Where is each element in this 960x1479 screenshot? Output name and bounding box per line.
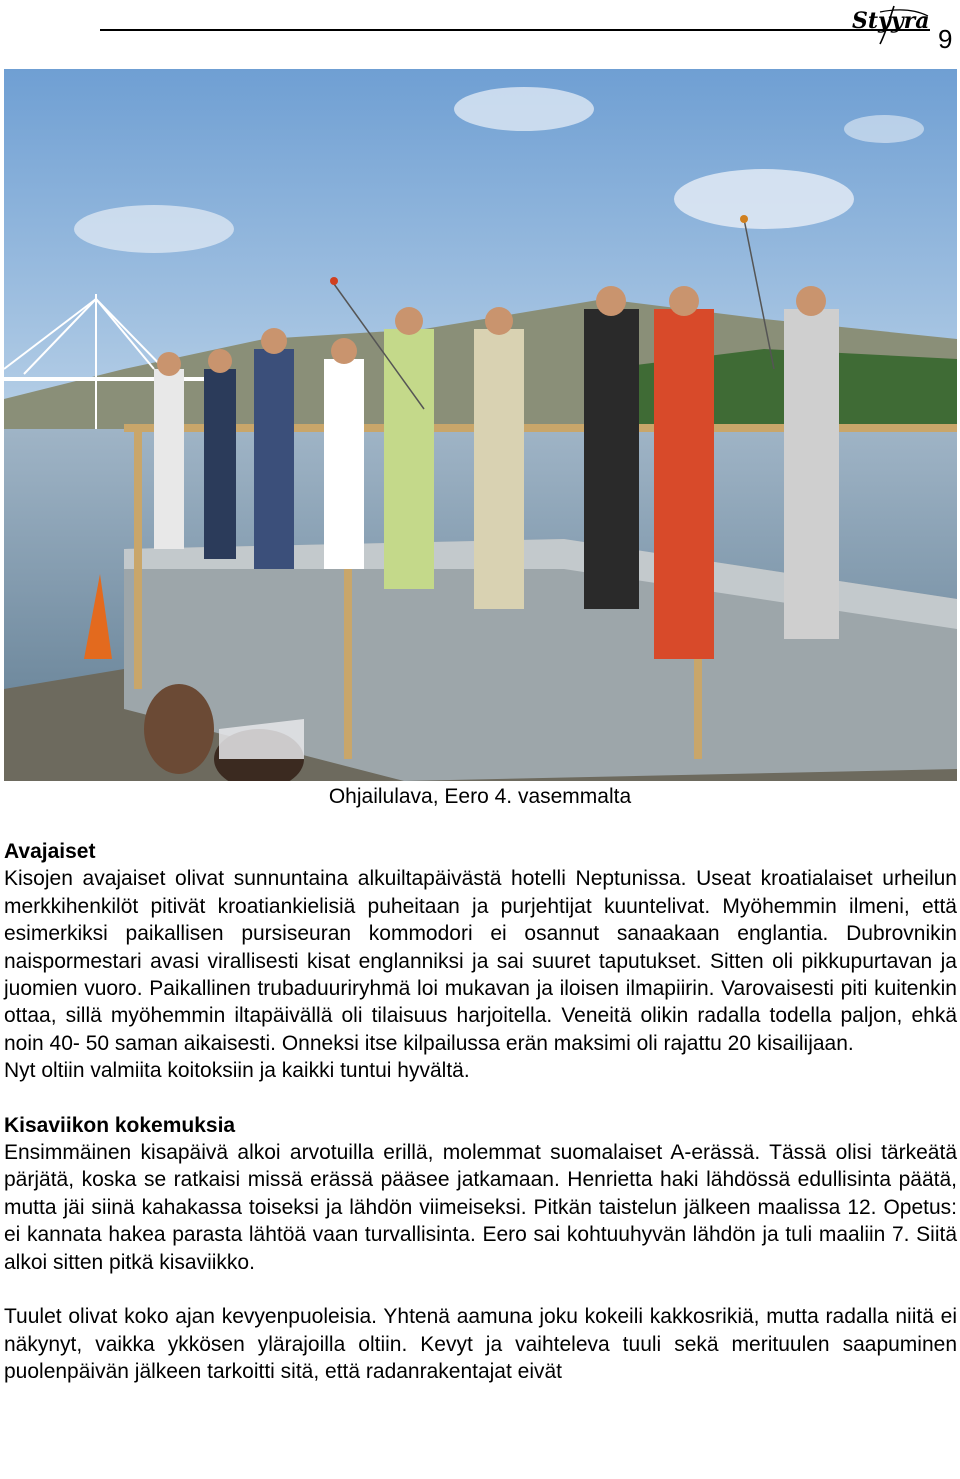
paragraph-spacer: [4, 1276, 957, 1303]
paragraph: Nyt oltiin valmiita koitoksiin ja kaikki tuntui hyvältä.: [4, 1059, 470, 1083]
section-spacer: [4, 1085, 957, 1112]
logo-text: Styyra: [852, 8, 930, 34]
styyra-logo: [850, 2, 932, 46]
paragraph: Ensimmäinen kisapäivä alkoi arvotuilla erillä, molemmat suomalaiset A-erässä. Tässä olisi tärkeätä pärjätä, koska se ratkaisi missä erässä pääsee jatkamaan. Henrietta haki lähdössä edullisinta päätä, mutta jäi siinä kahakassa toiseksi ja lähdön viimeiseksi. Pitkän taistelun jälkeen maalissa 12. Opetus: ei kannata hakea parasta lähtöä vaan turvallisinta. Eero sai kohtuuhyvän lähdön ja tuli maaliin 7. Siitä alkoi sitten pitkä kisaviikko.: [4, 1141, 957, 1274]
paragraph: Tuulet olivat koko ajan kevyenpuoleisia. Yhtenä aamuna joku kokeili kakkosrikiä, mutta radalla niitä ei näkynyt, vaikka ykkösen ylärajoilla oltiin. Kevyt ja vaihteleva tuuli sekä merituulen saapuminen puolenpäivän jälkeen tarkoitti sitä, että radanrakentajat eivät: [4, 1305, 957, 1383]
section-heading-avajaiset: Avajaiset: [4, 840, 96, 863]
paragraph: Kisojen avajaiset olivat sunnuntaina alkuiltapäivästä hotelli Neptunissa. Useat kroatialaiset urheilun merkkihenkilöt pitivät kroatiankielisiä puheitaan ja purjehtijat kuuntelivat. Myöhemmin ilmeni, että esimerkiksi paikallisen pursiseuran kommodori ei osannut sanaakaan englantia. Dubrovnikin naispormestari avasi virallisesti kisat englanniksi ja sai suuret taputukset. Sitten oli pikkupurtavan ja juomien vuoro. Paikallinen trubaduuriryhmä loi mukavan ja iloisen ilmapiirin. Varovaisesti piti kuitenkin ottaa, sillä myöhemmin iltapäivällä oli tilaisuus harjoitella. Veneitä olikin radalla todella paljon, ehkä noin 40- 50 saman aikaisesti. Onneksi itse kilpailussa erän maksimi oli rajattu 20 kisailijaan.: [4, 867, 957, 1055]
article-body: [4, 838, 957, 1385]
header-rule: [100, 29, 930, 31]
page-number: 9: [938, 24, 953, 54]
section-heading-kisaviikko: Kisaviikon kokemuksia: [4, 1113, 236, 1137]
photo-caption: Ohjailulava, Eero 4. vasemmalta: [328, 785, 632, 808]
regatta-photo: [4, 69, 957, 781]
